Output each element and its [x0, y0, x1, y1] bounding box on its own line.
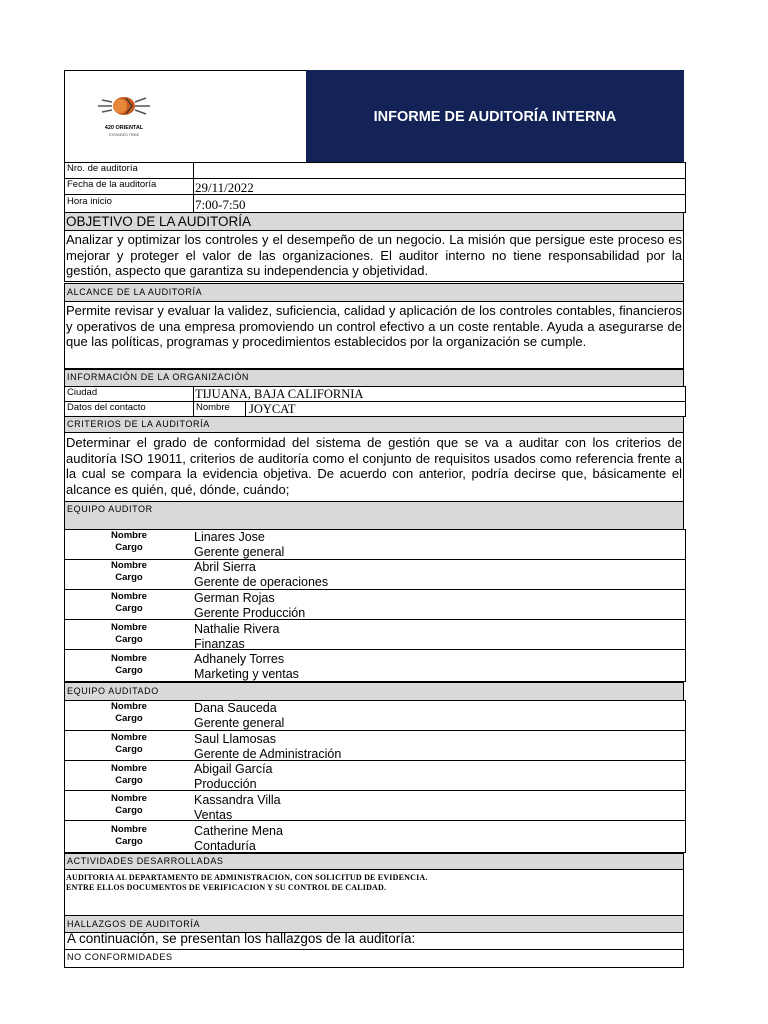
no-conformidades-label: NO CONFORMIDADES [67, 952, 173, 962]
nro-value-cell [193, 162, 686, 179]
member-name: Nathalie Rivera [194, 622, 280, 636]
member-name: Catherine Mena [194, 824, 283, 838]
objetivo-heading-cell [64, 212, 684, 231]
nombre-label: Nombre [111, 530, 147, 541]
logo-mark-icon [90, 92, 160, 120]
criterios-body [64, 432, 684, 502]
organizacion-heading-cell [64, 369, 684, 387]
equipo-auditor-heading-cell [64, 501, 684, 530]
criterios-heading-cell [64, 416, 684, 433]
nombre-label: Nombre [111, 763, 147, 774]
hora-label: Hora inicio [67, 196, 112, 207]
contacto-label: Datos del contacto [67, 402, 146, 413]
cargo-label: Cargo [115, 805, 143, 816]
fecha-label: Fecha de la auditoría [67, 179, 157, 190]
equipo-auditado-heading: EQUIPO AUDITADO [67, 686, 159, 696]
member-role: Gerente Producción [194, 606, 306, 620]
alcance-heading: ALCANCE DE LA AUDITORÍA [67, 287, 203, 297]
cargo-label: Cargo [115, 542, 143, 553]
organizacion-heading: INFORMACIÓN DE LA ORGANIZACIÓN [67, 372, 250, 382]
logo-subtext: EXPANDED TRIBE [108, 133, 140, 137]
cargo-label: Cargo [115, 572, 143, 583]
cargo-label: Cargo [115, 665, 143, 676]
objetivo-body [64, 230, 684, 282]
cargo-label: Cargo [115, 603, 143, 614]
cargo-label: Cargo [115, 713, 143, 724]
auditor-row [64, 649, 686, 682]
contacto-label-cell [64, 401, 194, 417]
cargo-label: Cargo [115, 775, 143, 786]
nombre-label: Nombre [111, 732, 147, 743]
hallazgos-text: A continuación, se presentan los hallazgos de la auditoría: [67, 933, 416, 946]
cargo-label: Cargo [115, 836, 143, 847]
cargo-label: Cargo [115, 634, 143, 645]
nombre-label: Nombre [111, 701, 147, 712]
hora-value-cell [193, 194, 686, 213]
nro-label-cell [64, 162, 194, 179]
no-conformidades-cell [64, 949, 684, 968]
auditor-row [64, 619, 686, 650]
member-role: Producción [194, 777, 257, 791]
report-title: INFORME DE AUDITORÍA INTERNA [306, 70, 684, 163]
auditor-row [64, 529, 686, 560]
equipo-auditado-heading-cell [64, 682, 684, 701]
auditor-row [64, 559, 686, 590]
hallazgos-heading-cell [64, 915, 684, 933]
member-name: Abigail García [194, 762, 273, 776]
member-role: Gerente de Administración [194, 747, 342, 761]
fecha-value-cell [193, 178, 686, 195]
objetivo-text: Analizar y optimizar los controles y el desempeño de un negocio. La misión que persigue este proceso es mejorar y proteger el valor de las organizaciones. El auditor interno no tiene responsabilidad por la gestión, aspecto que garantiza su independencia y objetividad. [66, 232, 682, 278]
alcance-text: Permite revisar y evaluar la validez, suficiencia, calidad y aplicación de los controles contables, financieros y operativos de una empresa promoviendo un control efectivo a un coste rentable. Ayuda a asegurarse de que las políticas, programas y procedimientos establecidos por la organización se cumple. [66, 303, 682, 349]
member-name: Linares Jose [194, 530, 265, 544]
auditor-row [64, 589, 686, 620]
member-role: Gerente general [194, 545, 285, 559]
auditado-row [64, 760, 686, 791]
equipo-auditor-heading: EQUIPO AUDITOR [67, 504, 153, 514]
actividades-body [64, 869, 684, 916]
nombre-label: Nombre [111, 653, 147, 664]
member-name: Abril Sierra [194, 560, 256, 574]
member-role: Ventas [194, 808, 233, 822]
member-role: Marketing y ventas [194, 667, 299, 681]
hallazgos-heading: HALLAZGOS DE AUDITORÍA [67, 919, 201, 929]
actividades-line-2: ENTRE ELLOS DOCUMENTOS DE VERIFICACION Y SU CONTROL DE CALIDAD. [66, 883, 387, 892]
member-name: German Rojas [194, 591, 275, 605]
nombre-label: Nombre [111, 591, 147, 602]
contacto-nombre-value: JOYCAT [249, 402, 296, 416]
fecha-label-cell [64, 178, 194, 195]
alcance-body [64, 301, 684, 369]
member-role: Finanzas [194, 637, 245, 651]
logo-text: 420 ORIENTAL [104, 125, 144, 131]
cargo-label: Cargo [115, 744, 143, 755]
ciudad-label-cell [64, 386, 194, 402]
member-name: Dana Sauceda [194, 701, 277, 715]
auditado-row [64, 820, 686, 853]
auditado-row [64, 730, 686, 761]
hora-value: 7:00-7:50 [195, 197, 246, 212]
nombre-label: Nombre [111, 824, 147, 835]
auditado-row [64, 700, 686, 731]
nombre-label: Nombre [111, 793, 147, 804]
ciudad-label: Ciudad [67, 387, 98, 398]
fecha-value: 29/11/2022 [195, 180, 254, 195]
member-role: Contaduría [194, 839, 256, 853]
nombre-label: Nombre [111, 560, 147, 571]
nombre-label: Nombre [111, 622, 147, 633]
member-name: Kassandra Villa [194, 793, 281, 807]
objetivo-heading: OBJETIVO DE LA AUDITORÍA [66, 214, 252, 229]
contacto-nombre-label: Nombre [196, 402, 230, 413]
member-name: Saul Llamosas [194, 732, 276, 746]
ciudad-value-cell [193, 386, 686, 402]
member-role: Gerente general [194, 716, 285, 730]
company-logo [90, 92, 160, 142]
actividades-heading: ACTIVIDADES DESARROLLADAS [67, 856, 224, 866]
hora-label-cell [64, 194, 194, 213]
actividades-line-1: AUDITORIA AL DEPARTAMENTO DE ADMINISTRACION, CON SOLICITUD DE EVIDENCIA. [66, 873, 428, 882]
nombre-value-cell [245, 401, 686, 417]
ciudad-value: TIJUANA, BAJA CALIFORNIA [195, 387, 364, 401]
criterios-heading: CRITERIOS DE LA AUDITORÍA [67, 419, 210, 429]
member-role: Gerente de operaciones [194, 575, 329, 589]
nro-label: Nro. de auditoría [67, 163, 138, 174]
criterios-text: Determinar el grado de conformidad del sistema de gestión que se va a auditar con los criterios de auditoría ISO 19011, criterios de auditoría como el conjunto de requisitos usados como referencia frente a la cual se compara la evidencia objetiva. De acuerdo con anterior, podría decirse que, básicamente el alcance es quién, qué, dónde, cuándo; [66, 435, 682, 497]
nombre-label-cell [193, 401, 246, 417]
hallazgos-body [64, 932, 684, 950]
alcance-heading-cell [64, 283, 684, 302]
member-name: Adhanely Torres [194, 652, 285, 666]
actividades-heading-cell [64, 853, 684, 870]
auditado-row [64, 790, 686, 821]
